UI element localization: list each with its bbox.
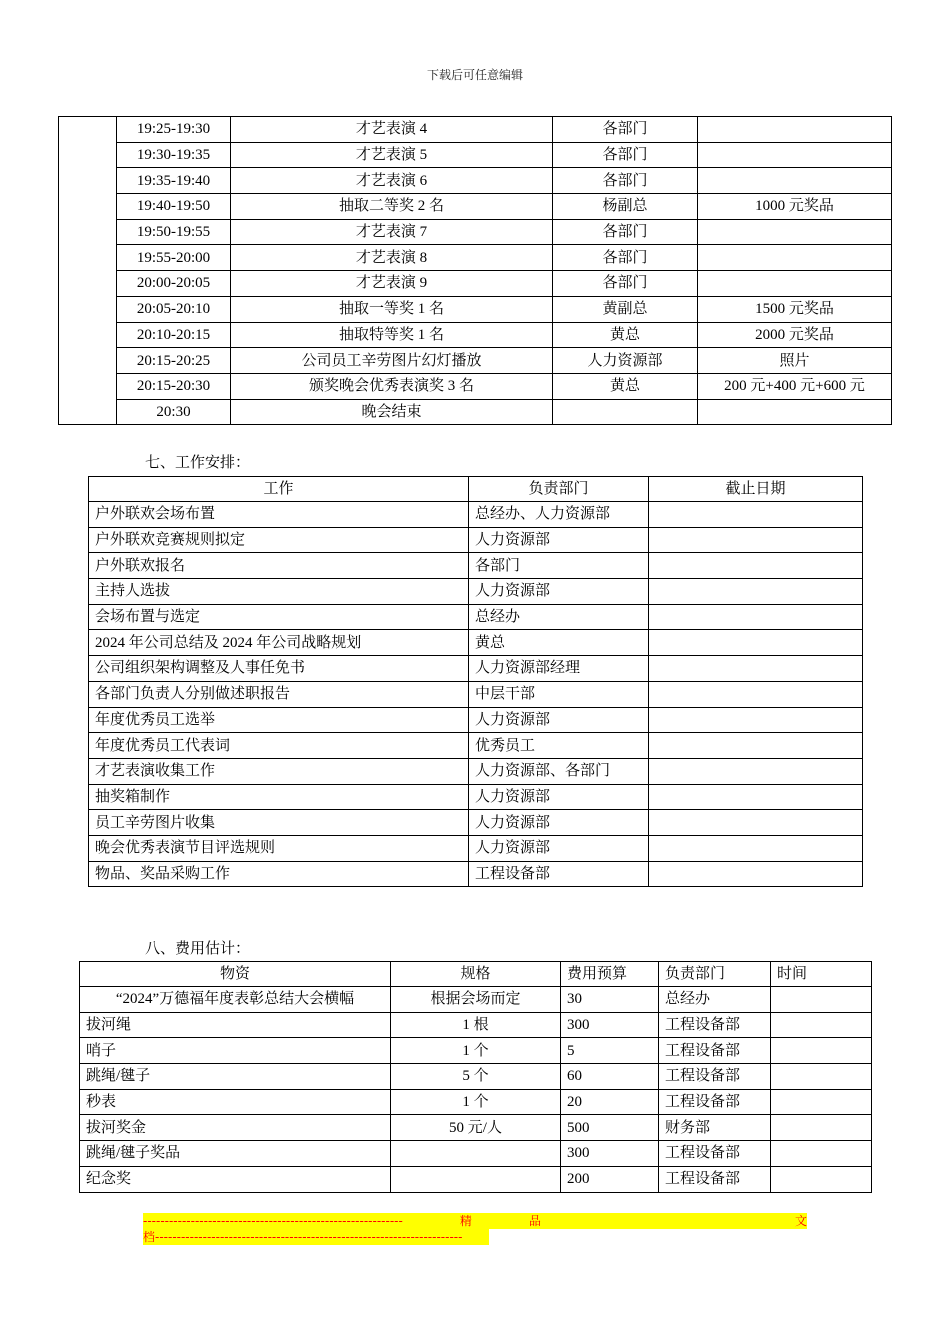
- table-row: [80, 1166, 872, 1192]
- column-header: 规格: [391, 962, 561, 987]
- table-row: [89, 861, 863, 887]
- work-cell-deadline: [649, 733, 863, 759]
- table-row: [59, 271, 892, 297]
- schedule-table: [58, 116, 892, 425]
- work-cell-deadline: [649, 604, 863, 630]
- table-header-row: [89, 477, 863, 502]
- cost-cell-time: [771, 1064, 872, 1090]
- schedule-cell-owner: [553, 399, 698, 425]
- schedule-cell-note: [698, 399, 892, 425]
- cost-cell-department: 工程设备部: [659, 1141, 771, 1167]
- work-cell-department: 人力资源部: [469, 784, 649, 810]
- schedule-cell-time: 19:25-19:30: [117, 117, 231, 143]
- work-cell-department: 人力资源部: [469, 707, 649, 733]
- cost-cell-item: 跳绳/毽子奖品: [80, 1141, 391, 1167]
- cost-cell-time: [771, 1166, 872, 1192]
- cost-cell-department: 财务部: [659, 1115, 771, 1141]
- cost-cell-time: [771, 1089, 872, 1115]
- cost-cell-time: [771, 1012, 872, 1038]
- work-cell-department: 中层干部: [469, 681, 649, 707]
- table-row: [59, 245, 892, 271]
- work-cell-task: 2024 年公司总结及 2024 年公司战略规划: [89, 630, 469, 656]
- table-row: [89, 656, 863, 682]
- schedule-cell-time: 20:05-20:10: [117, 296, 231, 322]
- footer-dashes: ------------------------------------------------------------: [143, 1214, 403, 1228]
- table-header-row: [80, 962, 872, 987]
- work-cell-department: 人力资源部: [469, 527, 649, 553]
- work-cell-deadline: [649, 579, 863, 605]
- schedule-cell-owner: 黄副总: [553, 296, 698, 322]
- schedule-cell-owner: 各部门: [553, 117, 698, 143]
- schedule-cell-item: 颁奖晚会优秀表演奖 3 名: [231, 373, 553, 399]
- column-header: 截止日期: [649, 477, 863, 502]
- table-row: [89, 758, 863, 784]
- table-row: [59, 296, 892, 322]
- cost-estimate-table: [79, 961, 872, 1193]
- work-cell-task: 才艺表演收集工作: [89, 758, 469, 784]
- table-row: [80, 1115, 872, 1141]
- work-cell-department: 人力资源部: [469, 835, 649, 861]
- table-row: [89, 630, 863, 656]
- schedule-cell-owner: 黄总: [553, 322, 698, 348]
- table-row: [59, 168, 892, 194]
- table-row: [89, 553, 863, 579]
- cost-cell-spec: 1 根: [391, 1012, 561, 1038]
- work-cell-department: 优秀员工: [469, 733, 649, 759]
- table-row: [89, 604, 863, 630]
- schedule-cell-time: 20:15-20:25: [117, 348, 231, 374]
- table-row: [89, 527, 863, 553]
- work-cell-task: 晚会优秀表演节目评选规则: [89, 835, 469, 861]
- cost-cell-time: [771, 1038, 872, 1064]
- work-cell-task: 各部门负责人分别做述职报告: [89, 681, 469, 707]
- work-section-title: 七、工作安排：: [145, 455, 251, 471]
- schedule-cell-owner: 各部门: [553, 245, 698, 271]
- work-cell-deadline: [649, 527, 863, 553]
- work-cell-deadline: [649, 784, 863, 810]
- work-cell-deadline: [649, 758, 863, 784]
- cost-cell-time: [771, 1141, 872, 1167]
- table-row: [59, 399, 892, 425]
- work-cell-deadline: [649, 835, 863, 861]
- cost-cell-department: 工程设备部: [659, 1064, 771, 1090]
- work-cell-task: 年度优秀员工代表词: [89, 733, 469, 759]
- cost-cell-item: 拔河奖金: [80, 1115, 391, 1141]
- schedule-cell-note: [698, 168, 892, 194]
- cost-section-title: 八、费用估计：: [145, 941, 251, 957]
- cost-cell-budget: 300: [561, 1012, 659, 1038]
- work-cell-department: 各部门: [469, 553, 649, 579]
- schedule-cell-owner: 各部门: [553, 219, 698, 245]
- cost-cell-time: [771, 987, 872, 1013]
- cost-cell-spec: 1 个: [391, 1089, 561, 1115]
- merged-phase-cell: [59, 117, 117, 425]
- work-cell-department: 人力资源部经理: [469, 656, 649, 682]
- schedule-cell-note: 200 元+400 元+600 元: [698, 373, 892, 399]
- cost-cell-budget: 5: [561, 1038, 659, 1064]
- work-cell-deadline: [649, 861, 863, 887]
- cost-cell-budget: 500: [561, 1115, 659, 1141]
- work-cell-deadline: [649, 681, 863, 707]
- schedule-cell-item: 抽取二等奖 2 名: [231, 194, 553, 220]
- work-cell-department: 总经办: [469, 604, 649, 630]
- table-row: [89, 835, 863, 861]
- work-cell-task: 公司组织架构调整及人事任免书: [89, 656, 469, 682]
- cost-cell-department: 工程设备部: [659, 1012, 771, 1038]
- schedule-cell-item: 才艺表演 8: [231, 245, 553, 271]
- cost-cell-budget: 60: [561, 1064, 659, 1090]
- work-arrangement-table: [88, 476, 863, 887]
- table-row: [59, 194, 892, 220]
- footer-line-2: 档-----------------------------------------------------------------------: [143, 1229, 489, 1245]
- table-row: [59, 348, 892, 374]
- cost-cell-budget: 200: [561, 1166, 659, 1192]
- schedule-cell-owner: 杨副总: [553, 194, 698, 220]
- table-row: [80, 1038, 872, 1064]
- cost-cell-item: 哨子: [80, 1038, 391, 1064]
- cost-cell-spec: 5 个: [391, 1064, 561, 1090]
- cost-cell-department: 工程设备部: [659, 1166, 771, 1192]
- schedule-cell-owner: 黄总: [553, 373, 698, 399]
- footer-word: 文: [794, 1214, 807, 1228]
- page-header: 下载后可任意编辑: [426, 68, 523, 82]
- schedule-cell-time: 19:50-19:55: [117, 219, 231, 245]
- cost-cell-spec: [391, 1141, 561, 1167]
- schedule-cell-owner: 人力资源部: [553, 348, 698, 374]
- work-cell-task: 户外联欢报名: [89, 553, 469, 579]
- schedule-cell-note: [698, 271, 892, 297]
- work-cell-task: 主持人选拔: [89, 579, 469, 605]
- schedule-cell-item: 才艺表演 6: [231, 168, 553, 194]
- schedule-cell-note: 1000 元奖品: [698, 194, 892, 220]
- table-row: [80, 1141, 872, 1167]
- table-row: [80, 987, 872, 1013]
- table-row: [59, 142, 892, 168]
- work-cell-department: 人力资源部: [469, 810, 649, 836]
- work-cell-deadline: [649, 553, 863, 579]
- schedule-cell-item: 才艺表演 7: [231, 219, 553, 245]
- schedule-cell-item: 抽取一等奖 1 名: [231, 296, 553, 322]
- cost-cell-department: 工程设备部: [659, 1038, 771, 1064]
- schedule-cell-item: 才艺表演 4: [231, 117, 553, 143]
- work-cell-task: 年度优秀员工选举: [89, 707, 469, 733]
- schedule-cell-note: 2000 元奖品: [698, 322, 892, 348]
- work-cell-deadline: [649, 502, 863, 528]
- cost-cell-budget: 300: [561, 1141, 659, 1167]
- work-cell-task: 户外联欢会场布置: [89, 502, 469, 528]
- schedule-cell-time: 19:40-19:50: [117, 194, 231, 220]
- schedule-cell-time: 20:15-20:30: [117, 373, 231, 399]
- work-cell-department: 总经办、人力资源部: [469, 502, 649, 528]
- cost-cell-time: [771, 1115, 872, 1141]
- schedule-cell-owner: 各部门: [553, 271, 698, 297]
- schedule-cell-note: 1500 元奖品: [698, 296, 892, 322]
- table-row: [89, 784, 863, 810]
- column-header: 物资: [80, 962, 391, 987]
- cost-cell-spec: 1 个: [391, 1038, 561, 1064]
- work-cell-task: 会场布置与选定: [89, 604, 469, 630]
- schedule-cell-owner: 各部门: [553, 168, 698, 194]
- table-row: [89, 810, 863, 836]
- work-cell-task: 员工辛劳图片收集: [89, 810, 469, 836]
- schedule-cell-note: [698, 245, 892, 271]
- schedule-cell-time: 20:00-20:05: [117, 271, 231, 297]
- schedule-cell-item: 抽取特等奖 1 名: [231, 322, 553, 348]
- work-cell-task: 抽奖箱制作: [89, 784, 469, 810]
- cost-cell-item: 纪念奖: [80, 1166, 391, 1192]
- schedule-cell-item: 公司员工辛劳图片幻灯播放: [231, 348, 553, 374]
- schedule-cell-time: 19:55-20:00: [117, 245, 231, 271]
- cost-cell-department: 总经办: [659, 987, 771, 1013]
- work-cell-task: 户外联欢竞赛规则拟定: [89, 527, 469, 553]
- table-row: [80, 1012, 872, 1038]
- schedule-cell-owner: 各部门: [553, 142, 698, 168]
- cost-cell-item: “2024”万德福年度表彰总结大会横幅: [80, 987, 391, 1013]
- schedule-cell-item: 才艺表演 5: [231, 142, 553, 168]
- work-cell-department: 人力资源部、各部门: [469, 758, 649, 784]
- work-cell-department: 黄总: [469, 630, 649, 656]
- table-row: [59, 322, 892, 348]
- table-row: [59, 219, 892, 245]
- table-row: [89, 502, 863, 528]
- schedule-cell-time: 19:35-19:40: [117, 168, 231, 194]
- schedule-cell-item: 才艺表演 9: [231, 271, 553, 297]
- column-header: 时间: [771, 962, 872, 987]
- footer-word: 精: [459, 1214, 472, 1228]
- cost-cell-spec: 50 元/人: [391, 1115, 561, 1141]
- table-row: [80, 1064, 872, 1090]
- footer-watermark: [143, 1213, 807, 1229]
- schedule-cell-time: 20:10-20:15: [117, 322, 231, 348]
- cost-cell-spec: [391, 1166, 561, 1192]
- schedule-cell-note: [698, 117, 892, 143]
- footer-word: 品: [528, 1214, 541, 1228]
- work-cell-task: 物品、奖品采购工作: [89, 861, 469, 887]
- cost-cell-spec: 根据会场而定: [391, 987, 561, 1013]
- schedule-cell-time: 20:30: [117, 399, 231, 425]
- cost-cell-item: 秒表: [80, 1089, 391, 1115]
- work-cell-deadline: [649, 630, 863, 656]
- work-cell-department: 人力资源部: [469, 579, 649, 605]
- cost-cell-budget: 30: [561, 987, 659, 1013]
- schedule-cell-time: 19:30-19:35: [117, 142, 231, 168]
- schedule-cell-item: 晚会结束: [231, 399, 553, 425]
- column-header: 工作: [89, 477, 469, 502]
- cost-cell-item: 跳绳/毽子: [80, 1064, 391, 1090]
- work-cell-department: 工程设备部: [469, 861, 649, 887]
- table-row: [89, 681, 863, 707]
- schedule-cell-note: [698, 219, 892, 245]
- column-header: 费用预算: [561, 962, 659, 987]
- cost-cell-item: 拔河绳: [80, 1012, 391, 1038]
- work-cell-deadline: [649, 707, 863, 733]
- table-row: [80, 1089, 872, 1115]
- schedule-cell-note: [698, 142, 892, 168]
- table-row: [59, 373, 892, 399]
- table-row: [59, 117, 892, 143]
- cost-cell-budget: 20: [561, 1089, 659, 1115]
- table-row: [89, 733, 863, 759]
- column-header: 负责部门: [469, 477, 649, 502]
- column-header: 负责部门: [659, 962, 771, 987]
- work-cell-deadline: [649, 656, 863, 682]
- cost-cell-department: 工程设备部: [659, 1089, 771, 1115]
- table-row: [89, 707, 863, 733]
- schedule-cell-note: 照片: [698, 348, 892, 374]
- work-cell-deadline: [649, 810, 863, 836]
- table-row: [89, 579, 863, 605]
